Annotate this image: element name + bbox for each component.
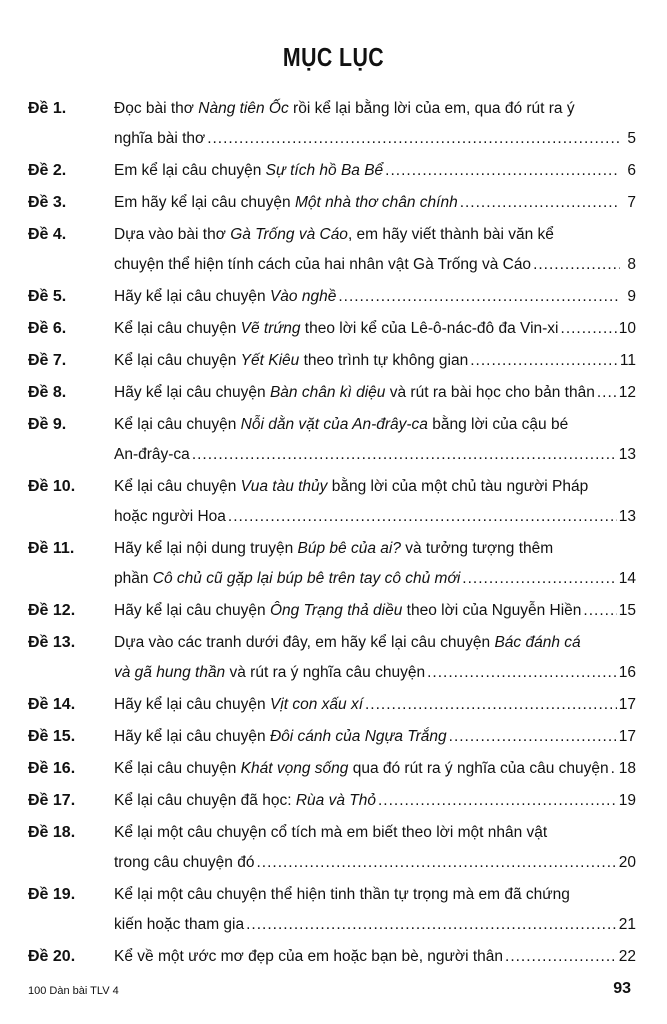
toc-entry-label: Đề 20.: [28, 948, 76, 965]
toc-entry-line: [28, 159, 636, 183]
story-title: Một nhà thơ chân chính: [294, 194, 458, 211]
toc-page-number: 22: [618, 948, 636, 965]
text-fragment: rồi kể lại bằng lời của em, qua đó rút ra ý: [288, 100, 575, 117]
dot-leader: [449, 725, 617, 749]
toc-entry-line: [28, 191, 636, 215]
toc-entry-text: [114, 159, 383, 183]
toc-entry-line: [28, 883, 636, 913]
toc-page-number: 10: [618, 320, 636, 337]
toc-entry-text: [114, 913, 244, 937]
dot-leader: [256, 851, 616, 875]
toc-entry-label: Đề 17.: [28, 792, 76, 809]
text-fragment: Dựa vào bài thơ: [114, 226, 231, 243]
story-title: Cô chủ cũ gặp lại búp bê trên tay cô chủ mới: [152, 570, 461, 587]
toc-entry-line: [28, 631, 636, 661]
toc-page-number: 8: [627, 256, 636, 273]
story-title: Vẽ trứng: [240, 320, 301, 337]
text-fragment: theo lời của Nguyễn Hiền: [402, 602, 582, 619]
story-title: Vào nghề: [269, 288, 337, 305]
toc-entry: [28, 413, 636, 467]
toc-entry: [28, 789, 636, 813]
dot-leader: [533, 253, 620, 277]
toc-entry-text: [114, 505, 226, 529]
toc-page-number: 14: [618, 570, 636, 587]
text-fragment: theo trình tự không gian: [299, 352, 469, 369]
toc-entry-line: [28, 223, 636, 253]
text-fragment: Dựa vào các tranh dưới đây, em hãy kể lại câu chuyện: [114, 634, 495, 651]
toc-entry-text: [114, 475, 588, 499]
toc-entry-line: [28, 317, 636, 341]
text-fragment: Kể lại câu chuyện: [114, 760, 241, 777]
text-fragment: và rút ra ý nghĩa câu chuyện: [225, 664, 426, 681]
toc-entry-line: [28, 285, 636, 309]
toc-entry-text: [114, 821, 547, 845]
toc-entry-line: [28, 413, 636, 443]
toc-entry-line: [28, 851, 636, 875]
toc-entry: [28, 349, 636, 373]
toc-entry-text: [114, 599, 581, 623]
toc-entry-label: Đề 15.: [28, 728, 76, 745]
toc-entry-text: [114, 537, 553, 561]
dot-leader: [561, 317, 617, 341]
toc-entry-line: [28, 599, 636, 623]
toc-page-number: 5: [627, 130, 636, 147]
toc-entry-label: Đề 9.: [28, 416, 67, 433]
toc-entry-label: Đề 6.: [28, 320, 67, 337]
text-fragment: kiến hoặc tham gia: [114, 916, 245, 933]
toc-entry-text: [114, 661, 425, 685]
toc-entry-text: [114, 253, 531, 277]
toc-entry-label: Đề 1.: [28, 100, 67, 117]
dot-leader: [365, 693, 617, 717]
toc-entry-text: [114, 789, 376, 813]
toc-entry-text: [114, 757, 609, 781]
toc-entry-line: [28, 475, 636, 505]
toc-entry-line: [28, 661, 636, 685]
toc-entry-line: [28, 349, 636, 373]
footer-page-number: 93: [613, 980, 631, 997]
text-fragment: Hãy kể lại câu chuyện: [114, 384, 270, 401]
story-title: Gà Trống và Cáo: [230, 226, 348, 243]
story-title: Vua tàu thủy: [240, 478, 328, 495]
toc-page-number: 12: [618, 384, 636, 401]
dot-leader: [505, 945, 617, 969]
text-fragment: Kể về một ước mơ đẹp của em hoặc bạn bè, người thân: [114, 948, 504, 965]
toc-entry-line: [28, 567, 636, 591]
story-title: Khát vọng sống: [240, 760, 349, 777]
toc-entry-label: Đề 3.: [28, 194, 67, 211]
toc-entry: [28, 285, 636, 309]
dot-leader: [583, 599, 616, 623]
toc-entry-text: [114, 285, 336, 309]
text-fragment: Hãy kể lại câu chuyện: [114, 728, 270, 745]
toc-entry-text: [114, 725, 447, 749]
toc-entry: [28, 191, 636, 215]
toc-page-number: 11: [619, 352, 636, 369]
page-title: MỤC LỤC: [282, 42, 385, 72]
toc-entry-text: [114, 127, 205, 151]
text-fragment: trong câu chuyện đó: [114, 854, 255, 871]
toc-entry-text: [114, 97, 575, 121]
toc-entry-line: [28, 253, 636, 277]
toc-entry-line: [28, 757, 636, 781]
dot-leader: [378, 789, 617, 813]
toc-entry-text: [114, 883, 570, 907]
story-title: và gã hung thần: [114, 664, 226, 681]
toc-page-number: 7: [627, 194, 636, 211]
toc-entry-text: [114, 381, 595, 405]
toc-entry-line: [28, 945, 636, 969]
toc-entry-text: [114, 567, 460, 591]
toc-entry: [28, 883, 636, 937]
story-title: Bác đánh cá: [494, 634, 581, 651]
toc-page-number: 13: [618, 508, 636, 525]
toc-entry-label: Đề 10.: [28, 478, 76, 495]
story-title: Búp bê của ai?: [297, 540, 401, 557]
text-fragment: theo lời kể của Lê-ô-nác-đô đa Vin-xi: [300, 320, 559, 337]
text-fragment: Kể lại câu chuyện đã học:: [114, 792, 296, 809]
toc-entry: [28, 537, 636, 591]
toc-entry-line: [28, 127, 636, 151]
text-fragment: Em kể lại câu chuyện: [114, 162, 266, 179]
text-fragment: bằng lời của một chủ tàu người Pháp: [327, 478, 589, 495]
text-fragment: Đọc bài thơ: [114, 100, 199, 117]
text-fragment: Em hãy kể lại câu chuyện: [114, 194, 295, 211]
toc-entry-line: [28, 913, 636, 937]
dot-leader: [207, 127, 620, 151]
toc-entry-line: [28, 725, 636, 749]
dot-leader: [460, 191, 620, 215]
text-fragment: Kể lại câu chuyện: [114, 352, 241, 369]
toc-page-number: 19: [618, 792, 636, 809]
toc-page-number: 17: [618, 696, 636, 713]
toc-entry-text: [114, 349, 468, 373]
toc-entry-label: Đề 2.: [28, 162, 67, 179]
toc-entry: [28, 757, 636, 781]
dot-leader: [228, 505, 617, 529]
text-fragment: Kể lại câu chuyện: [114, 416, 241, 433]
dot-leader: [611, 757, 617, 781]
toc-page-number: 15: [618, 602, 636, 619]
toc-entry-label: Đề 5.: [28, 288, 67, 305]
toc-page-number: 9: [627, 288, 636, 305]
toc-entry-text: [114, 223, 554, 247]
toc-entry: [28, 97, 636, 151]
toc-page-number: 20: [618, 854, 636, 871]
toc-entry-label: Đề 12.: [28, 602, 76, 619]
text-fragment: và tưởng tượng thêm: [400, 540, 554, 557]
text-fragment: chuyện thể hiện tính cách của hai nhân vật Gà Trống và Cáo: [114, 256, 532, 273]
story-title: Sự tích hồ Ba Bể: [265, 162, 384, 179]
text-fragment: bằng lời của cậu bé: [427, 416, 569, 433]
text-fragment: nghĩa bài thơ: [114, 130, 206, 147]
toc-entry: [28, 599, 636, 623]
text-fragment: qua đó rút ra ý nghĩa của câu chuyện: [348, 760, 609, 777]
toc-entry-label: Đề 16.: [28, 760, 76, 777]
toc-entry-label: Đề 18.: [28, 824, 76, 841]
toc-entry-label: Đề 8.: [28, 384, 67, 401]
story-title: Nỗi dằn vặt của An-đrây-ca: [240, 416, 428, 433]
toc-entry: [28, 317, 636, 341]
text-fragment: Hãy kể lại nội dung truyện: [114, 540, 298, 557]
text-fragment: Kể lại câu chuyện: [114, 320, 241, 337]
story-title: Yết Kiêu: [240, 352, 300, 369]
toc-entry-label: Đề 4.: [28, 226, 67, 243]
toc-entry-text: [114, 443, 190, 467]
toc-entry-label: Đề 14.: [28, 696, 76, 713]
toc-entry: [28, 159, 636, 183]
dot-leader: [462, 567, 616, 591]
dot-leader: [385, 159, 620, 183]
text-fragment: Hãy kể lại câu chuyện: [114, 288, 270, 305]
toc-entry-line: [28, 693, 636, 717]
text-fragment: Kể lại một câu chuyện thể hiện tinh thần tự trọng mà em đã chứng: [114, 886, 570, 903]
text-fragment: phần: [114, 570, 153, 587]
story-title: Đôi cánh của Ngựa Trắng: [269, 728, 447, 745]
footer-book-title: 100 Dàn bài TLV 4: [28, 985, 119, 997]
text-fragment: hoặc người Hoa: [114, 508, 226, 525]
toc-entry: [28, 821, 636, 875]
toc-entry-line: [28, 537, 636, 567]
toc-entry-label: Đề 7.: [28, 352, 67, 369]
toc-entry-text: [114, 851, 254, 875]
toc-entry-line: [28, 505, 636, 529]
toc-page-number: 21: [618, 916, 636, 933]
text-fragment: Hãy kể lại câu chuyện: [114, 602, 270, 619]
toc-entry-label: Đề 19.: [28, 886, 76, 903]
story-title: Bàn chân kì diệu: [269, 384, 386, 401]
toc-entry-label: Đề 11.: [28, 540, 75, 557]
toc-page-number: 6: [627, 162, 636, 179]
toc-entry-text: [114, 631, 581, 655]
toc-entry: [28, 475, 636, 529]
toc-page-number: 17: [618, 728, 636, 745]
dot-leader: [427, 661, 617, 685]
dot-leader: [246, 913, 617, 937]
toc-entry-text: [114, 413, 568, 437]
dot-leader: [192, 443, 617, 467]
text-fragment: Hãy kể lại câu chuyện: [114, 696, 270, 713]
text-fragment: Kể lại câu chuyện: [114, 478, 241, 495]
toc-entry-line: [28, 97, 636, 127]
toc-page-number: 16: [618, 664, 636, 681]
toc-entry-text: [114, 317, 559, 341]
toc-entry: [28, 223, 636, 277]
toc-entry: [28, 693, 636, 717]
text-fragment: An-đrây-ca: [114, 446, 190, 463]
toc-entry-text: [114, 191, 458, 215]
toc-page-number: 18: [618, 760, 636, 777]
toc-entry: [28, 945, 636, 969]
toc-entry-text: [114, 693, 363, 717]
text-fragment: và rút ra bài học cho bản thân: [385, 384, 595, 401]
story-title: Vịt con xấu xí: [269, 696, 363, 713]
toc-entry-line: [28, 443, 636, 467]
dot-leader: [338, 285, 620, 309]
toc-entry-text: [114, 945, 503, 969]
story-title: Ông Trạng thả diều: [269, 602, 403, 619]
story-title: Nàng tiên Ốc: [198, 100, 289, 117]
toc-entry: [28, 725, 636, 749]
toc-entry-line: [28, 821, 636, 851]
toc-entry-line: [28, 381, 636, 405]
toc-page-number: 13: [618, 446, 636, 463]
toc-entry: [28, 381, 636, 405]
toc-entry-line: [28, 789, 636, 813]
story-title: Rùa và Thỏ: [295, 792, 376, 809]
text-fragment: Kể lại một câu chuyện cổ tích mà em biết theo lời một nhân vật: [114, 824, 548, 841]
dot-leader: [597, 381, 617, 405]
toc-entry-label: Đề 13.: [28, 634, 76, 651]
toc-entry: [28, 631, 636, 685]
text-fragment: , em hãy viết thành bài văn kể: [347, 226, 554, 243]
dot-leader: [470, 349, 618, 373]
